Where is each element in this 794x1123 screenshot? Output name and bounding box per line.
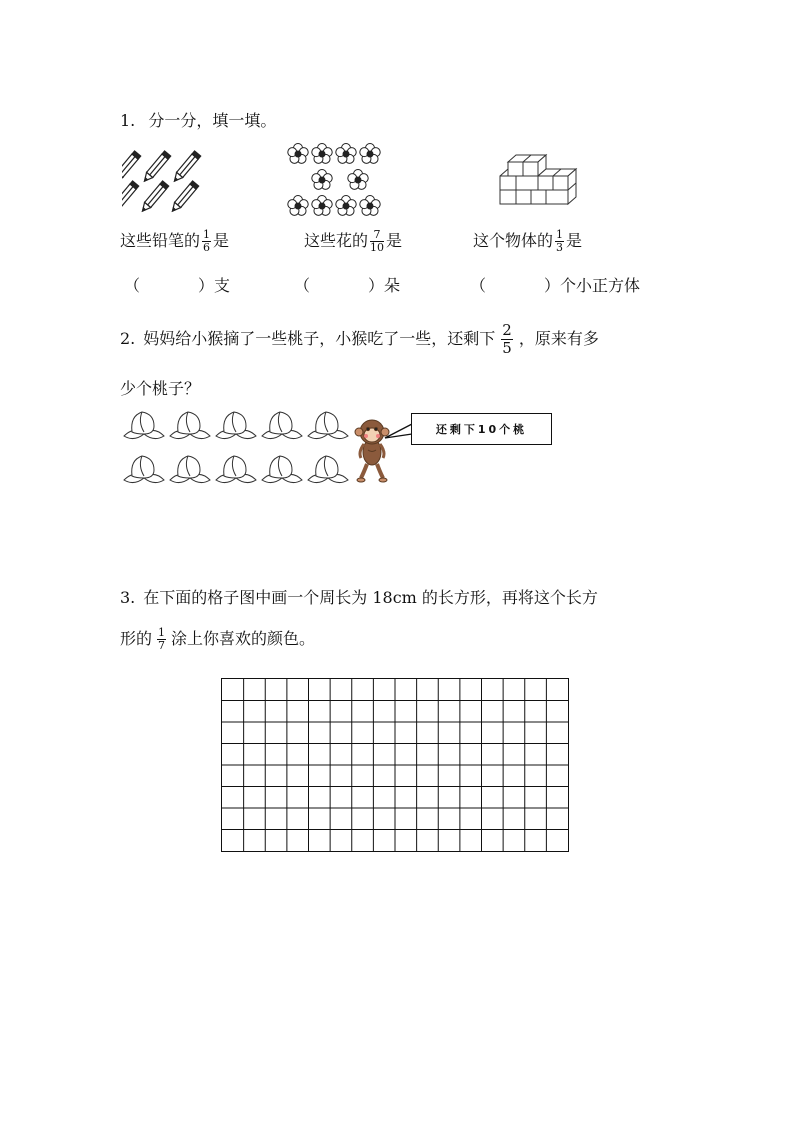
- flower-icon: [312, 196, 332, 216]
- flower-icon: [360, 196, 380, 216]
- fraction-7-10: $\frac{7}{10}$: [370, 228, 385, 254]
- q1-item-2-prefix: 这些花的: [304, 231, 369, 250]
- pencil-icon: [139, 181, 168, 214]
- peach-icon: [124, 412, 164, 439]
- peach-icon: [170, 412, 210, 439]
- flowers-image: [286, 142, 394, 220]
- pencil-icon: [169, 181, 198, 214]
- drawing-grid[interactable]: [221, 678, 569, 852]
- q1-heading: [120, 108, 276, 131]
- q3-number: 3.: [120, 588, 136, 607]
- q1-title: 分一分，填一填。: [148, 111, 277, 130]
- fraction-1-3: $\frac{1}{3}$: [556, 228, 564, 254]
- q1-unit-3: 个小正方体: [560, 276, 641, 295]
- peach-icon: [308, 412, 348, 439]
- speech-bubble: 还剩下10个桃: [411, 413, 552, 445]
- fraction-2-5: $\frac{2}{5}$: [502, 321, 512, 357]
- q2-text-before: 妈妈给小猴摘了一些桃子，小猴吃了一些，还剩下: [143, 329, 496, 348]
- q3-line-1: [120, 585, 598, 608]
- q3-text-1: 在下面的格子图中画一个周长为 18cm 的长方形，再将这个长方: [143, 588, 598, 607]
- q1-answer-1[interactable]: （ ）支: [124, 276, 231, 295]
- peach-icon: [308, 456, 348, 483]
- peach-icon: [216, 412, 256, 439]
- q3-text-after: 涂上你喜欢的颜色。: [171, 629, 316, 648]
- q3-line-2: [120, 626, 315, 652]
- peach-icon: [262, 412, 302, 439]
- q1-answer-3[interactable]: （ ）个小正方体: [470, 276, 641, 295]
- peaches-image: [118, 408, 350, 488]
- q2-text-after: ，原来有多: [518, 329, 599, 348]
- flower-icon: [312, 144, 332, 164]
- flower-icon: [288, 196, 308, 216]
- q1-item-3-suffix: 是: [566, 231, 583, 250]
- q2-number: 2.: [120, 329, 136, 348]
- q1-item-2-suffix: 是: [386, 231, 403, 250]
- pencil-icon: [171, 151, 200, 184]
- q1-item-1-prefix: 这些铅笔的: [120, 231, 201, 250]
- q1-item-1: [120, 228, 229, 254]
- peach-icon: [216, 456, 256, 483]
- q1-answer-2[interactable]: （ ）朵: [294, 276, 401, 295]
- q3-text-before: 形的: [120, 629, 153, 648]
- pencils-image: [122, 150, 222, 216]
- pencil-icon: [122, 151, 141, 184]
- flower-icon: [360, 144, 380, 164]
- q2-line-1: [120, 322, 599, 357]
- pencil-icon: [122, 181, 139, 214]
- fraction-1-6: $\frac{1}{6}$: [203, 228, 211, 254]
- q1-item-2: [304, 228, 402, 254]
- flower-icon: [312, 170, 332, 190]
- speech-pointer: [383, 420, 413, 444]
- q1-unit-1: 支: [214, 276, 231, 295]
- flower-icon: [288, 144, 308, 164]
- flower-icon: [348, 170, 368, 190]
- peach-icon: [124, 456, 164, 483]
- pencil-icon: [141, 151, 170, 184]
- peach-icon: [170, 456, 210, 483]
- peach-icon: [262, 456, 302, 483]
- q1-number: 1.: [120, 111, 136, 130]
- cubes-image: [494, 152, 580, 214]
- q1-item-1-suffix: 是: [213, 231, 230, 250]
- q1-item-3-prefix: 这个物体的: [473, 231, 554, 250]
- flower-icon: [336, 144, 356, 164]
- flower-icon: [336, 196, 356, 216]
- fraction-1-7: $\frac{1}{7}$: [158, 626, 166, 652]
- q2-line-2: 少个桃子？: [120, 379, 201, 398]
- q1-item-3: [473, 228, 582, 254]
- q1-unit-2: 朵: [384, 276, 401, 295]
